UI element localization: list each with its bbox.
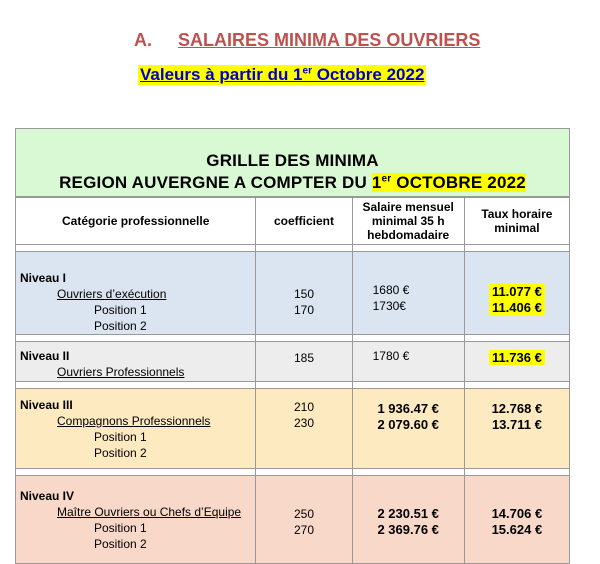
position-label: Position 2 [94,319,147,333]
section-letter: A. [134,30,152,50]
subtitle-sup: er [302,65,312,77]
salary-cell [352,389,464,469]
position-label: Position 1 [94,521,147,535]
subtitle-prefix: Valeurs à partir du 1 [140,65,303,84]
banner-line2-prefix: REGION AUVERGNE A COMPTER DU [59,173,372,192]
salary-value: 1 936.47 € [377,401,439,416]
coefficient-value: 230 [293,416,315,430]
header-salary: Salaire mensuel minimal 35 h hebdomadaire [352,197,464,245]
coefficient-value: 270 [293,523,315,537]
salary-cell [352,252,464,335]
section-title: SALAIRES MINIMA DES OUVRIERS [178,30,481,50]
salary-value: 1680 € [372,283,410,297]
coefficient-value: 150 [293,287,315,301]
header-rate: Taux horaire minimal [464,197,569,245]
table-header-row [16,197,570,245]
validity-subtitle [138,65,426,85]
minima-grid [15,128,570,551]
level-name: Niveau III [20,398,73,412]
level-category-cell [16,252,256,335]
salary-cell [352,342,464,382]
rate-value: 11.077 € [489,284,545,299]
rate-value: 14.706 € [491,506,543,521]
header-category: Catégorie professionnelle [16,197,256,245]
rate-value: 15.624 € [491,522,543,537]
rate-cell [464,476,569,564]
level-row [16,342,570,382]
banner-date-num: 1 [371,173,382,192]
salary-value: 1780 € [372,349,410,363]
rate-cell [464,252,569,335]
salary-value: 1730€ [372,299,406,313]
level-category-cell [16,476,256,564]
header-coefficient: coefficient [256,197,352,245]
rate-cell [464,342,569,382]
coefficient-value: 250 [293,507,315,521]
level-subtitle: Ouvriers Professionnels [57,365,185,379]
coefficient-cell [256,389,352,469]
rate-value: 11.736 € [489,350,545,365]
banner-date-highlight [372,173,526,192]
level-name: Niveau I [20,271,67,285]
position-label: Position 2 [94,446,147,460]
subtitle-suffix: Octobre 2022 [311,65,425,84]
coefficient-value: 185 [293,351,315,365]
level-category-cell [16,342,256,382]
section-heading [134,30,480,51]
rate-value: 11.406 € [489,300,545,315]
banner-line1: GRILLE DES MINIMA [206,151,379,170]
level-name: Niveau II [20,349,70,363]
level-category-cell [16,389,256,469]
grid-banner [15,128,570,198]
banner-line2 [16,173,569,193]
coefficient-cell [256,252,352,335]
level-subtitle: Ouvriers d’exécution [57,287,167,301]
level-subtitle: Compagnons Professionnels [57,414,211,428]
position-label: Position 1 [94,430,147,444]
salary-table [15,196,570,564]
level-subtitle: Maître Ouvriers ou Chefs d’Equipe [57,505,242,519]
level-row [16,476,570,564]
salary-cell [352,476,464,564]
coefficient-cell [256,342,352,382]
level-name: Niveau IV [20,489,75,503]
coefficient-value: 210 [293,400,315,414]
banner-date-rest: OCTOBRE 2022 [391,173,526,192]
position-label: Position 2 [94,537,147,551]
coefficient-value: 170 [293,303,315,317]
level-row [16,389,570,469]
rate-value: 13.711 € [491,417,542,432]
position-label: Position 1 [94,303,147,317]
salary-value: 2 369.76 € [377,522,439,537]
rate-cell [464,389,569,469]
salary-value: 2 079.60 € [377,417,439,432]
banner-date-sup: er [381,173,392,185]
coefficient-cell [256,476,352,564]
salary-value: 2 230.51 € [377,506,439,521]
rate-value: 12.768 € [491,401,543,416]
level-row [16,252,570,335]
